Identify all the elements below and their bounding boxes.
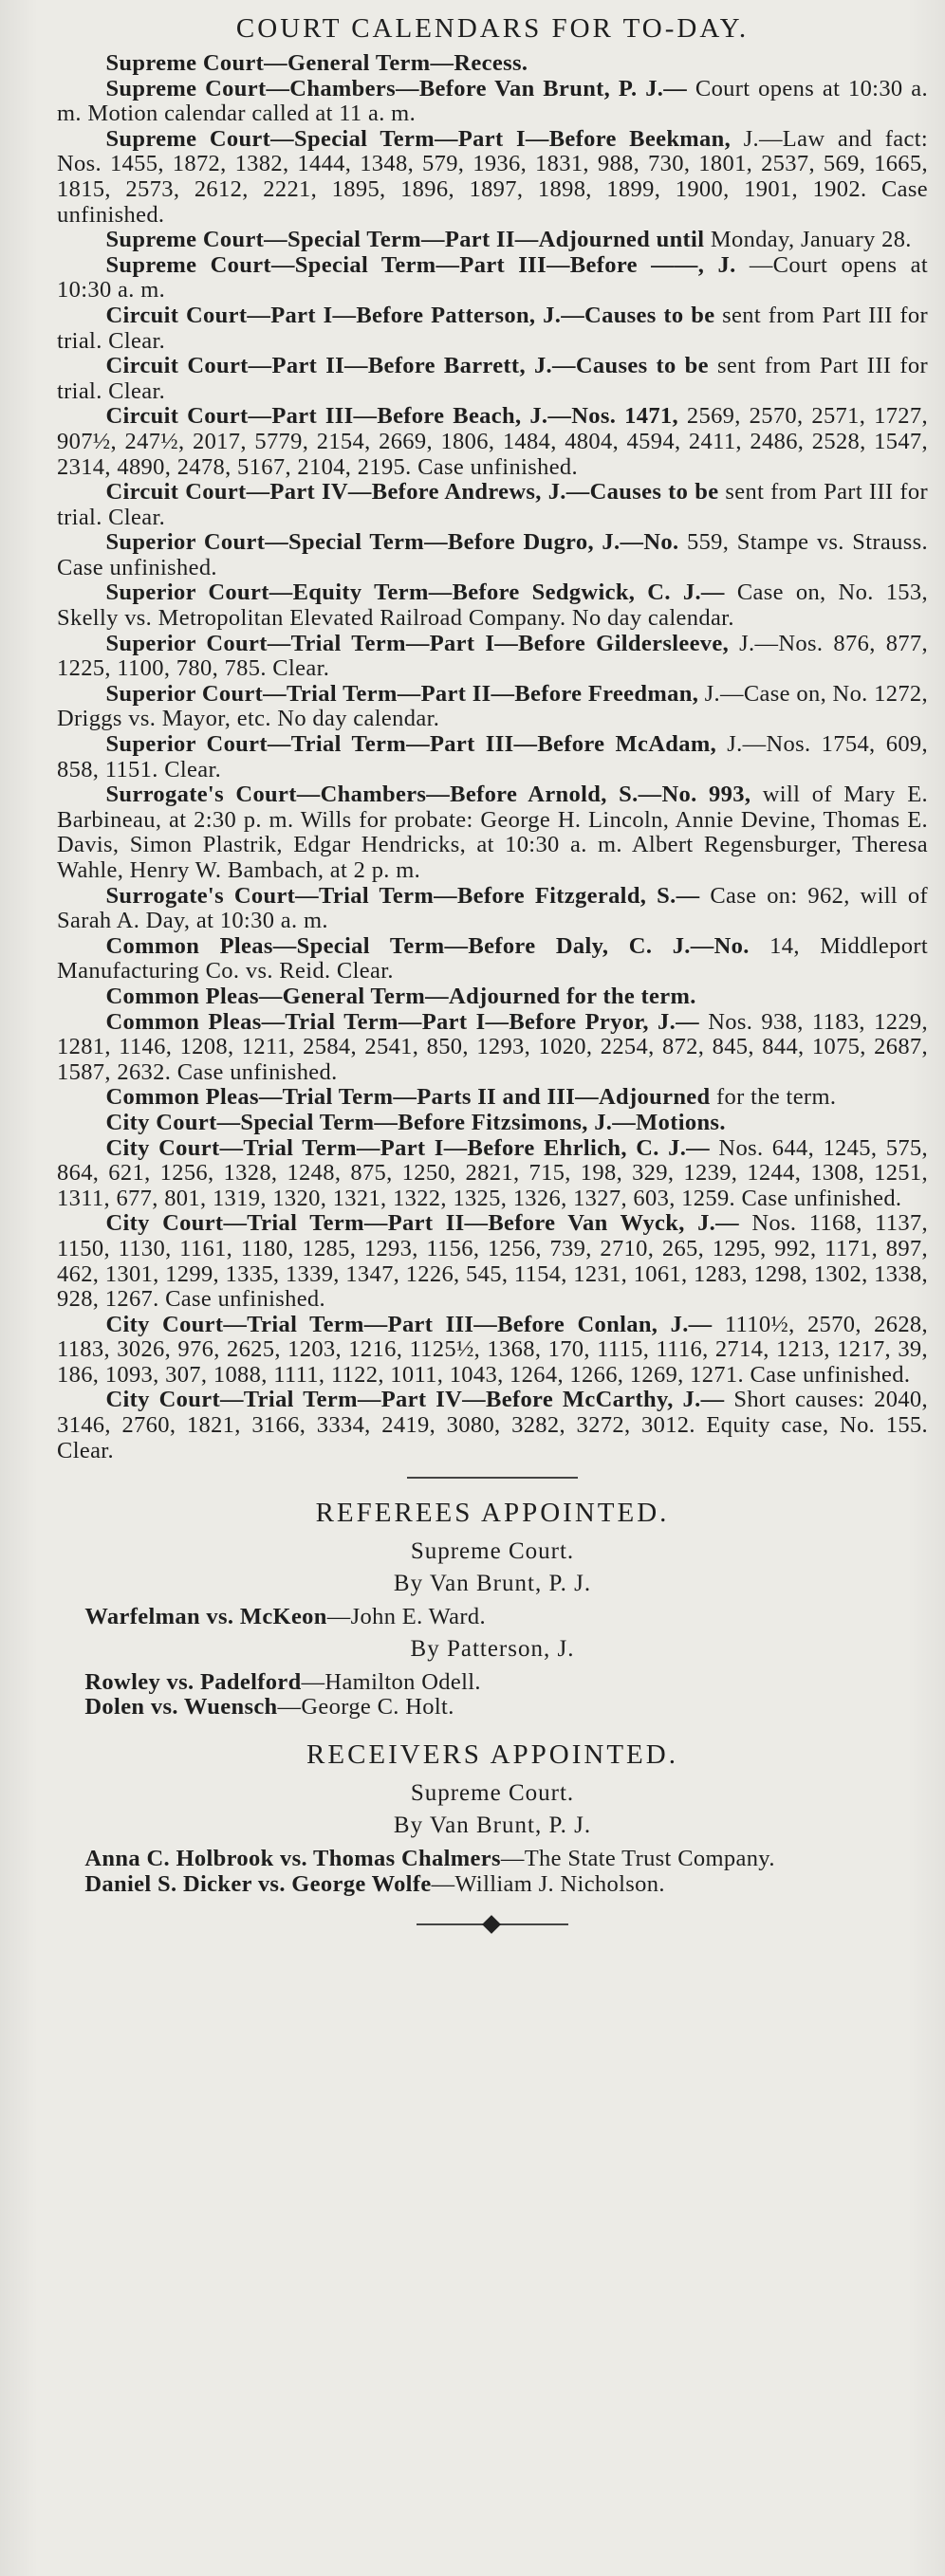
calendar-entry-lead: Circuit Court—Part II—Before Barrett, J.—Causes to be [105,353,709,379]
calendar-entry-text: Case on, No. 153, Skelly vs. Metropolitan Elevated Railroad Company. No day calendar. [57,580,928,632]
calendar-entry-lead: Superior Court—Trial Term—Part III—Before McAdam, [105,731,717,758]
appointee: —George C. Holt. [277,1694,454,1720]
end-ornament [417,1923,568,1925]
calendar-entry-lead: Common Pleas—General Term—Adjourned for the term. [105,983,696,1009]
referee-judge: By Patterson, J. [410,1635,575,1662]
calendar-entry-lead: Superior Court—Trial Term—Part I—Before Gildersleeve, [105,630,730,656]
calendar-entry-lead: Circuit Court—Part IV—Before Andrews, J.—Causes to be [105,479,719,506]
calendar-entry-lead: Circuit Court—Part III—Before Beach, J.—Nos. 1471, [105,403,678,430]
calendar-entry-lead: Supreme Court—General Term—Recess. [105,50,528,76]
appointee: —The State Trust Company. [500,1846,775,1872]
calendar-entry-lead: City Court—Special Term—Before Fitzsimons, J.—Motions. [105,1109,726,1135]
calendar-entry-text: Nos. 938, 1183, 1229, 1281, 1146, 1208, 1211, 2584, 2541, 850, 1293, 1020, 2254, 872, 845, 844, 1075, 2687, 1587, 2632. Case unfinished. [57,1008,928,1085]
referee-appointment [57,1695,928,1720]
calendar-entry-lead: Supreme Court—Special Term—Part II—Adjourned until [105,227,705,253]
calendar-entry-text: Case on: 962, will of Sarah A. Day, at 10:30 a. m. [57,882,928,934]
calendar-entry-lead: City Court—Trial Term—Part II—Before Van Wyck, J.— [105,1210,740,1237]
calendar-entry-text: Monday, January 28. [710,227,912,253]
page-title: COURT CALENDARS FOR TO-DAY. [235,13,750,44]
calendar-entry [57,934,928,984]
calendar-entry [57,127,928,228]
receivers-court: Supreme Court. [410,1780,575,1807]
calendar-entry-text: J.—Case on, No. 1272, Driggs vs. Mayor, etc. No day calendar. [57,680,928,732]
receiver-list [57,1847,928,1897]
calendar-entry-text: Short causes: 2040, 3146, 2760, 1821, 3166, 3334, 2419, 3080, 3282, 3272, 3012. Equity case, No. 155. Clear. [57,1387,928,1463]
receivers-heading: RECEIVERS APPOINTED. [306,1739,678,1771]
calendar-entry-text: Nos. 644, 1245, 575, 864, 621, 1256, 1328, 1248, 875, 1250, 2821, 715, 198, 329, 1239, 1244, 1308, 1251, 1311, 677, 801, 1319, 1320, 1321, 1322, 1325, 1326, 1327, 603, 1259. Case unfinished. [57,1134,928,1211]
calendar-entry-lead: Supreme Court—Chambers—Before Van Brunt, P. J.— [105,75,688,101]
calendar-entry [57,580,928,631]
calendar-entry [57,530,928,580]
calendar-entry [57,77,928,127]
referees-section [57,1498,928,1720]
calendar-entry-text: J.—Nos. 876, 877, 1225, 1100, 780, 785. Clear. [57,630,928,682]
calendar-entry [57,782,928,883]
calendar-entry-lead: Surrogate's Court—Chambers—Before Arnold, S.—No. 993, [105,782,751,808]
calendar-entry-lead: City Court—Trial Term—Part I—Before Ehrlich, C. J.— [105,1134,711,1161]
referee-appointment [57,1670,928,1696]
calendar-entry-lead: Common Pleas—Trial Term—Parts II and III—Adjourned [105,1084,711,1111]
calendar-entry-lead: Superior Court—Special Term—Before Dugro, J.—No. [105,529,679,556]
calendar-entry-text: sent from Part III for trial. Clear. [57,479,928,530]
calendar-entry [57,1085,928,1111]
calendar-entry-lead: Surrogate's Court—Trial Term—Before Fitzgerald, S.— [105,882,700,909]
case-parties: Dolen vs. Wuensch [84,1694,278,1720]
case-parties: Rowley vs. Padelford [84,1668,302,1695]
calendar-entry [57,480,928,530]
court-calendar-list [57,51,928,1463]
receivers-section [57,1739,928,1897]
calendar-entry [57,253,928,304]
calendar-entry [57,1010,928,1086]
receivers-judge: By Van Brunt, P. J. [393,1812,592,1839]
calendar-entry [57,304,928,354]
calendar-entry [57,984,928,1010]
calendar-entry [57,682,928,732]
calendar-entry-text: 14, Middleport Manufacturing Co. vs. Reid. Clear. [57,932,928,984]
appointee: —Hamilton Odell. [301,1668,481,1695]
calendar-entry-text: 2569, 2570, 2571, 1727, 907½, 247½, 2017, 5779, 2154, 2669, 1806, 1484, 4804, 4594, 2411, 2486, 2528, 1547, 2314, 4890, 2478, 5167, 2104, 2195. Case unfinished. [57,403,928,480]
calendar-entry-text: J.—Law and fact: Nos. 1455, 1872, 1382, 1444, 1348, 579, 1936, 1831, 988, 730, 1801, 2537, 569, 1665, 1815, 2573, 2612, 2221, 1895, 1896, 1897, 1898, 1899, 1900, 1901, 1902. Case unfinished. [57,125,929,228]
case-parties: Warfelman vs. McKeon [84,1604,327,1630]
receiver-appointment [57,1847,928,1872]
calendar-entry-lead: City Court—Trial Term—Part IV—Before McCarthy, J.— [105,1387,725,1413]
calendar-entry [57,1136,928,1212]
calendar-entry-text: for the term. [716,1084,837,1111]
calendar-entry [57,1388,928,1463]
calendar-entry-lead: Superior Court—Trial Term—Part II—Before Freedman, [105,680,699,707]
calendar-entry-text: will of Mary E. Barbineau, at 2:30 p. m. Wills for probate: George H. Lincoln, Annie Devine, Thomas E. Davis, Simon Plastrik, Edgar Hendricks, at 10:30 a. m. Albert Regensburger, Theresa Wahle, Henry W. Bambach, at 2 p. m. [57,782,928,883]
calendar-entry-lead: Circuit Court—Part I—Before Patterson, J.—Causes to be [105,302,715,328]
case-parties: Daniel S. Dicker vs. George Wolfe [84,1870,432,1897]
calendar-entry-text: J.—Nos. 1754, 609, 858, 1151. Clear. [57,731,928,782]
calendar-entry-text: 1110½, 2570, 2628, 1183, 3026, 976, 2625, 1203, 1216, 1125½, 1368, 170, 1115, 1116, 2714, 1213, 1217, 39, 186, 1093, 307, 1088, 1111, 1122, 1011, 1043, 1264, 1266, 1269, 1271. Case unfinished. [57,1311,929,1388]
calendar-entry [57,1211,928,1312]
calendar-entry-lead: Superior Court—Equity Term—Before Sedgwick, C. J.— [105,580,725,606]
calendar-entry-text: Court opens at 10:30 a. m. Motion calendar called at 11 a. m. [57,75,928,127]
referees-heading: REFEREES APPOINTED. [315,1498,670,1529]
calendar-entry [57,354,928,404]
calendar-entry-lead: City Court—Trial Term—Part III—Before Conlan, J.— [105,1311,713,1337]
referees-court: Supreme Court. [410,1538,575,1565]
calendar-entry [57,51,928,77]
calendar-entry [57,632,928,682]
calendar-entry-lead: Common Pleas—Trial Term—Part I—Before Pryor, J.— [105,1008,699,1035]
appointee: —John E. Ward. [326,1604,486,1630]
calendar-entry-text: sent from Part III for trial. Clear. [57,353,928,404]
calendar-entry [57,1313,928,1389]
receiver-appointment [57,1872,928,1898]
calendar-entry-lead: Common Pleas—Special Term—Before Daly, C. J.—No. [105,932,750,959]
calendar-entry [57,228,928,253]
appointee: —William J. Nicholson. [431,1870,665,1897]
calendar-entry-text: —Court opens at 10:30 a. m. [57,251,928,304]
referee-judge: By Van Brunt, P. J. [393,1571,592,1597]
calendar-entry-text: Nos. 1168, 1137, 1150, 1130, 1161, 1180, 1285, 1293, 1156, 1256, 739, 2710, 265, 1295, 992, 1171, 897, 462, 1301, 1299, 1335, 1339, 1347, 1226, 545, 1154, 1231, 1061, 1283, 1298, 1302, 1338, 928, 1267. Case unfinished. [57,1210,928,1313]
case-parties: Anna C. Holbrook vs. Thomas Chalmers [84,1846,501,1872]
referee-appointment [57,1605,928,1630]
calendar-entry-text: sent from Part III for trial. Clear. [57,302,928,354]
calendar-entry [57,732,928,782]
referee-groups [57,1571,928,1720]
section-divider [407,1477,578,1479]
calendar-entry [57,404,928,480]
calendar-entry-text: 559, Stampe vs. Strauss. Case unfinished. [57,529,928,580]
calendar-entry [57,884,928,934]
calendar-entry-lead: Supreme Court—Special Term—Part III—Before ——, J. [105,251,736,278]
calendar-entry-lead: Supreme Court—Special Term—Part I—Before Beekman, [105,125,732,152]
calendar-entry [57,1111,928,1136]
